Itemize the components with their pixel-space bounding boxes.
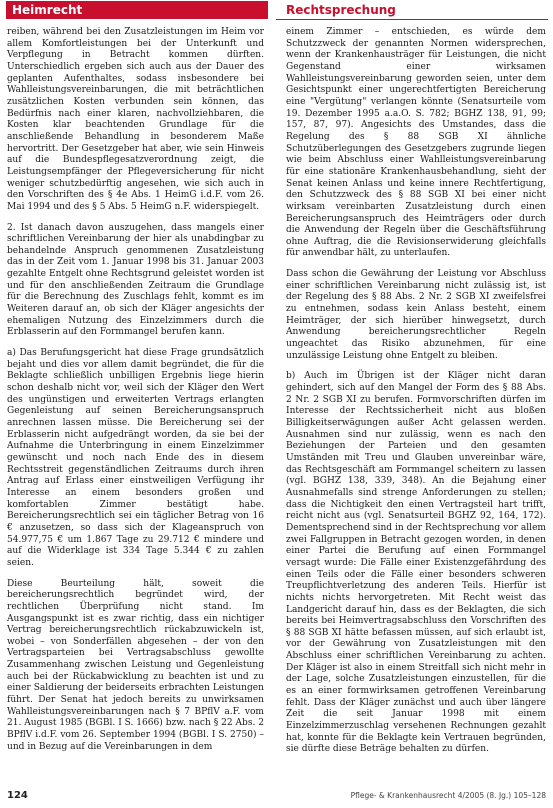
section-label: Heimrecht	[12, 3, 83, 17]
category-label-bar	[276, 1, 548, 20]
page-number: 124	[7, 790, 28, 801]
left-paragraph-4: Diese Beurteilung hält, soweit die bereicherungsrechtlich begründet wird, der rechtlichen Überprüfung nicht stand. Im Ausgangspunkt ist es zwar richtig, dass ein nichtiger Vertrag bereicherungsrechtlich rückabzuwickeln ist, wobei – von Sonderfällen abgesehen – der von den Vertragsparteien bei Vertragsabschluss gewollte Zusammenhang zwischen Leistung und Gegenleistung auch bei der Rückabwicklung zu beachten ist und zu einer Saldierung der beiderseits erbrachten Leistungen führt. Der Senat hat jedoch bereits zu unwirksamen Wahlleistungsvereinbarungen nach § 7 BPflV a.F. vom 21. August 1985 (BGBl. I S. 1666) bzw. nach § 22 Abs. 2 BPflV i.d.F. vom 26. September 1994 (BGBl. I S. 2750) – und in Bezug auf die Vereinbarungen in dem	[7, 578, 264, 752]
right-paragraph-3: b) Auch im Übrigen ist der Kläger nicht daran gehindert, sich auf den Mangel der Form des § 88 Abs. 2 Nr. 2 SGB XI zu berufen. Formvorschriften dürfen im Interesse der Rechtssicherheit nicht aus bloßen Billigkeitserwägungen außer Acht gelassen werden. Ausnahmen sind nur zulässig, wenn es nach den Beziehungen der Parteien und den gesamten Umständen mit Treu und Glauben unvereinbar wäre, das Rechtsgeschäft am Formmangel scheitern zu lassen (vgl. BGHZ 138, 339, 348). An die Bejahung einer Ausnahmefalls sind strenge Anforderungen zu stellen; dass die Nichtigkeit den einen Vertragsteil hart trifft, reicht nicht aus (vgl. Senatsurteil BGHZ 92, 164, 172). Dementsprechend sind in der Rechtsprechung vor allem zwei Fallgruppen in Betracht gezogen worden, in denen einer Partei die Berufung auf einen Formmangel versagt wurde: Die Fälle einer Existenzgefährdung des einen Teils oder die Fälle einer besonders schweren Treupflichtverletzung des anderen Teils. Hierfür ist nichts nichts hervorgetreten. Mit Recht weist das Landgericht darauf hin, dass es der Beklagten, die sich bereits bei Heimvertragsabschluss den Vorschriften des § 88 SGB XI hätte befassen müssen, auf sich erlaubt ist, vor der Gewährung von Zusatzleistungen mit den Abschluss einer schriftlichen Vereinbarung zu achten. Der Kläger ist also in einem Streitfall sich nicht mehr in der Lage, solche Zusatzleistungen einzustellen, für die es an einer formwirksamen getroffenen Vereinbarung fehlt. Dass der Kläger zunächst und auch über längere Zeit die seit Januar 1998 mit einem Einzelzimmerzuschlag versehenen Rechnungen gezahlt hat, konnte für die Beklagte kein Vertrauen begründen, sie dürfte diese Beträge behalten zu dürfen.	[286, 371, 546, 755]
left-paragraph-1: reiben, während bei den Zusatzleistungen im Heim vor allem Komfortleistungen bei der Unterkunft und Verpflegung in Betracht kommen dürften. Unterschiedlich ergeben sich auch aus der Dauer des geplanten Aufenthaltes, sodass insbesondere bei Wahlleistungsvereinbarungen, die mit beträchtlichen zusätzlichen Kosten verbunden sein können, das Bedürfnis nach einer klaren, nachvollziehbaren, die Kosten klar beachtenden Grundlage für die anschließende Behandlung in besonderem Maße hervortritt. Der Gesetzgeber hat aber, wie sein Hinweis auf die Bundespflegesatzverordnung zeigt, die Leistungsempfänger der Pflegeversicherung für nicht weniger schutzbedürftig angesehen, wie sich auch in den Vorschriften des § 4e Abs. 1 HeimG i.d.F. vom 26. Mai 1994 und des § 5 Abs. 5 HeimG n.F. widerspiegelt.	[7, 27, 264, 212]
section-label-bar	[6, 1, 268, 19]
left-paragraph-2: 2. Ist danach davon auszugehen, dass mangels einer schriftlichen Vereinbarung der hier als unabdingbar zu behandelnde Anspruch genommenen Zusatzleistung das in der Zeit vom 1. Januar 1998 bis 31. Januar 2003 gezahlte Entgelt ohne Rechtsgrund geleistet worden ist und für den anschließenden Zeitraum die Grundlage für die Berechnung des Zuschlags fehlt, kommt es im Weiteren darauf an, ob sich der Kläger angesichts der ehemaligen Nutzung des Einzelzimmers durch die Erblasserin auf den Formmangel berufen kann.	[7, 222, 264, 338]
right-paragraph-1: einem Zimmer – entschieden, es würde dem Schutzzweck der genannten Normen widersprechen, wenn der Krankenhausträger für Leistungen, die nicht Gegenstand einer wirksamen Wahlleistungsvereinbarung geworden seien, unter dem Gesichtspunkt einer ungerechtfertigten Bereicherung eine "Vergütung" verlangen könnte (Senatsurteile vom 19. Dezember 1995 a.a.O. S. 782; BGHZ 138, 91, 99; 157, 87, 97). Angesichts des Umstandes, dass die Regelung des § 88 SGB XI ähnliche Schutzüberlegungen des Gesetzgebers zugrunde liegen wie beim Abschluss einer Wahlleistungsvereinbarung für eine stationäre Krankenhausbehandlung, sieht der Senat keinen Anlass und keine innere Rechtfertigung, den Schutzzweck des § 88 SGB XI bei einer nicht wirksam vereinbarten Zusatzleistung durch einen Bereicherungsanspruch des Heimträgers oder durch die Anwendung der Regeln über die Geschäftsführung ohne Auftrag, die die Revisionserwiderung gleichfalls für anwendbar hält, zu unterlaufen.	[286, 27, 546, 259]
right-paragraph-2: Dass schon die Gewährung der Leistung vor Abschluss einer schriftlichen Vereinbarung nicht zulässig ist, ist der Regelung des § 88 Abs. 2 Nr. 2 SGB XI zweifelsfrei zu entnehmen, sodass kein Anlass besteht, einem Heimträger, der sich hierüber hinwegsetzt, durch Anwendung bereicherungsrechtlicher Regeln ungeachtet das Risiko abzunehmen, für eine unzulässige Leistung ohne Entgelt zu bleiben.	[286, 269, 546, 361]
page-footer	[0, 788, 553, 806]
left-column	[7, 27, 264, 762]
left-paragraph-3: a) Das Berufungsgericht hat diese Frage grundsätzlich bejaht und dies vor allem damit begründet, die für die Beklagte schließlich unbilligen Ergebnis liege hierin schon deshalb nicht vor, weil sich der Kläger den Wert des ungünstigen und erweiterten Vertrags erlangten Gegenleistung auf seinen Bereicherungsanspruch anrechnen lassen müsse. Die Bereicherung sei der Erblasserin nicht aufgedrängt worden, da sie bei der Aufnahme die Unterbringung in einem Einzelzimmer gewünscht und noch nach Ende des in diesem Rechtsstreit gegenständlichen Zeitraums durch ihren Antrag auf Erlass einer einstweiligen Verfügung ihr Interesse an einem besonders großen und komfortablen Zimmer bestätigt habe. Bereicherungsrechtlich sei ein täglicher Betrag von 16 € anzusetzen, so dass sich der Klageanspruch von 54.977,75 € um 1.867 Tage zu 29.712 € mindere und auf die Widerklage ist 334 Tage 5.344 € zu zahlen seien.	[7, 348, 264, 568]
page-header	[0, 0, 553, 22]
journal-reference: Pflege- & Krankenhausrecht 4/2005 (8. Jg.) 105–128	[350, 791, 546, 800]
category-label: Rechtsprechung	[286, 3, 396, 17]
right-column	[286, 27, 546, 765]
